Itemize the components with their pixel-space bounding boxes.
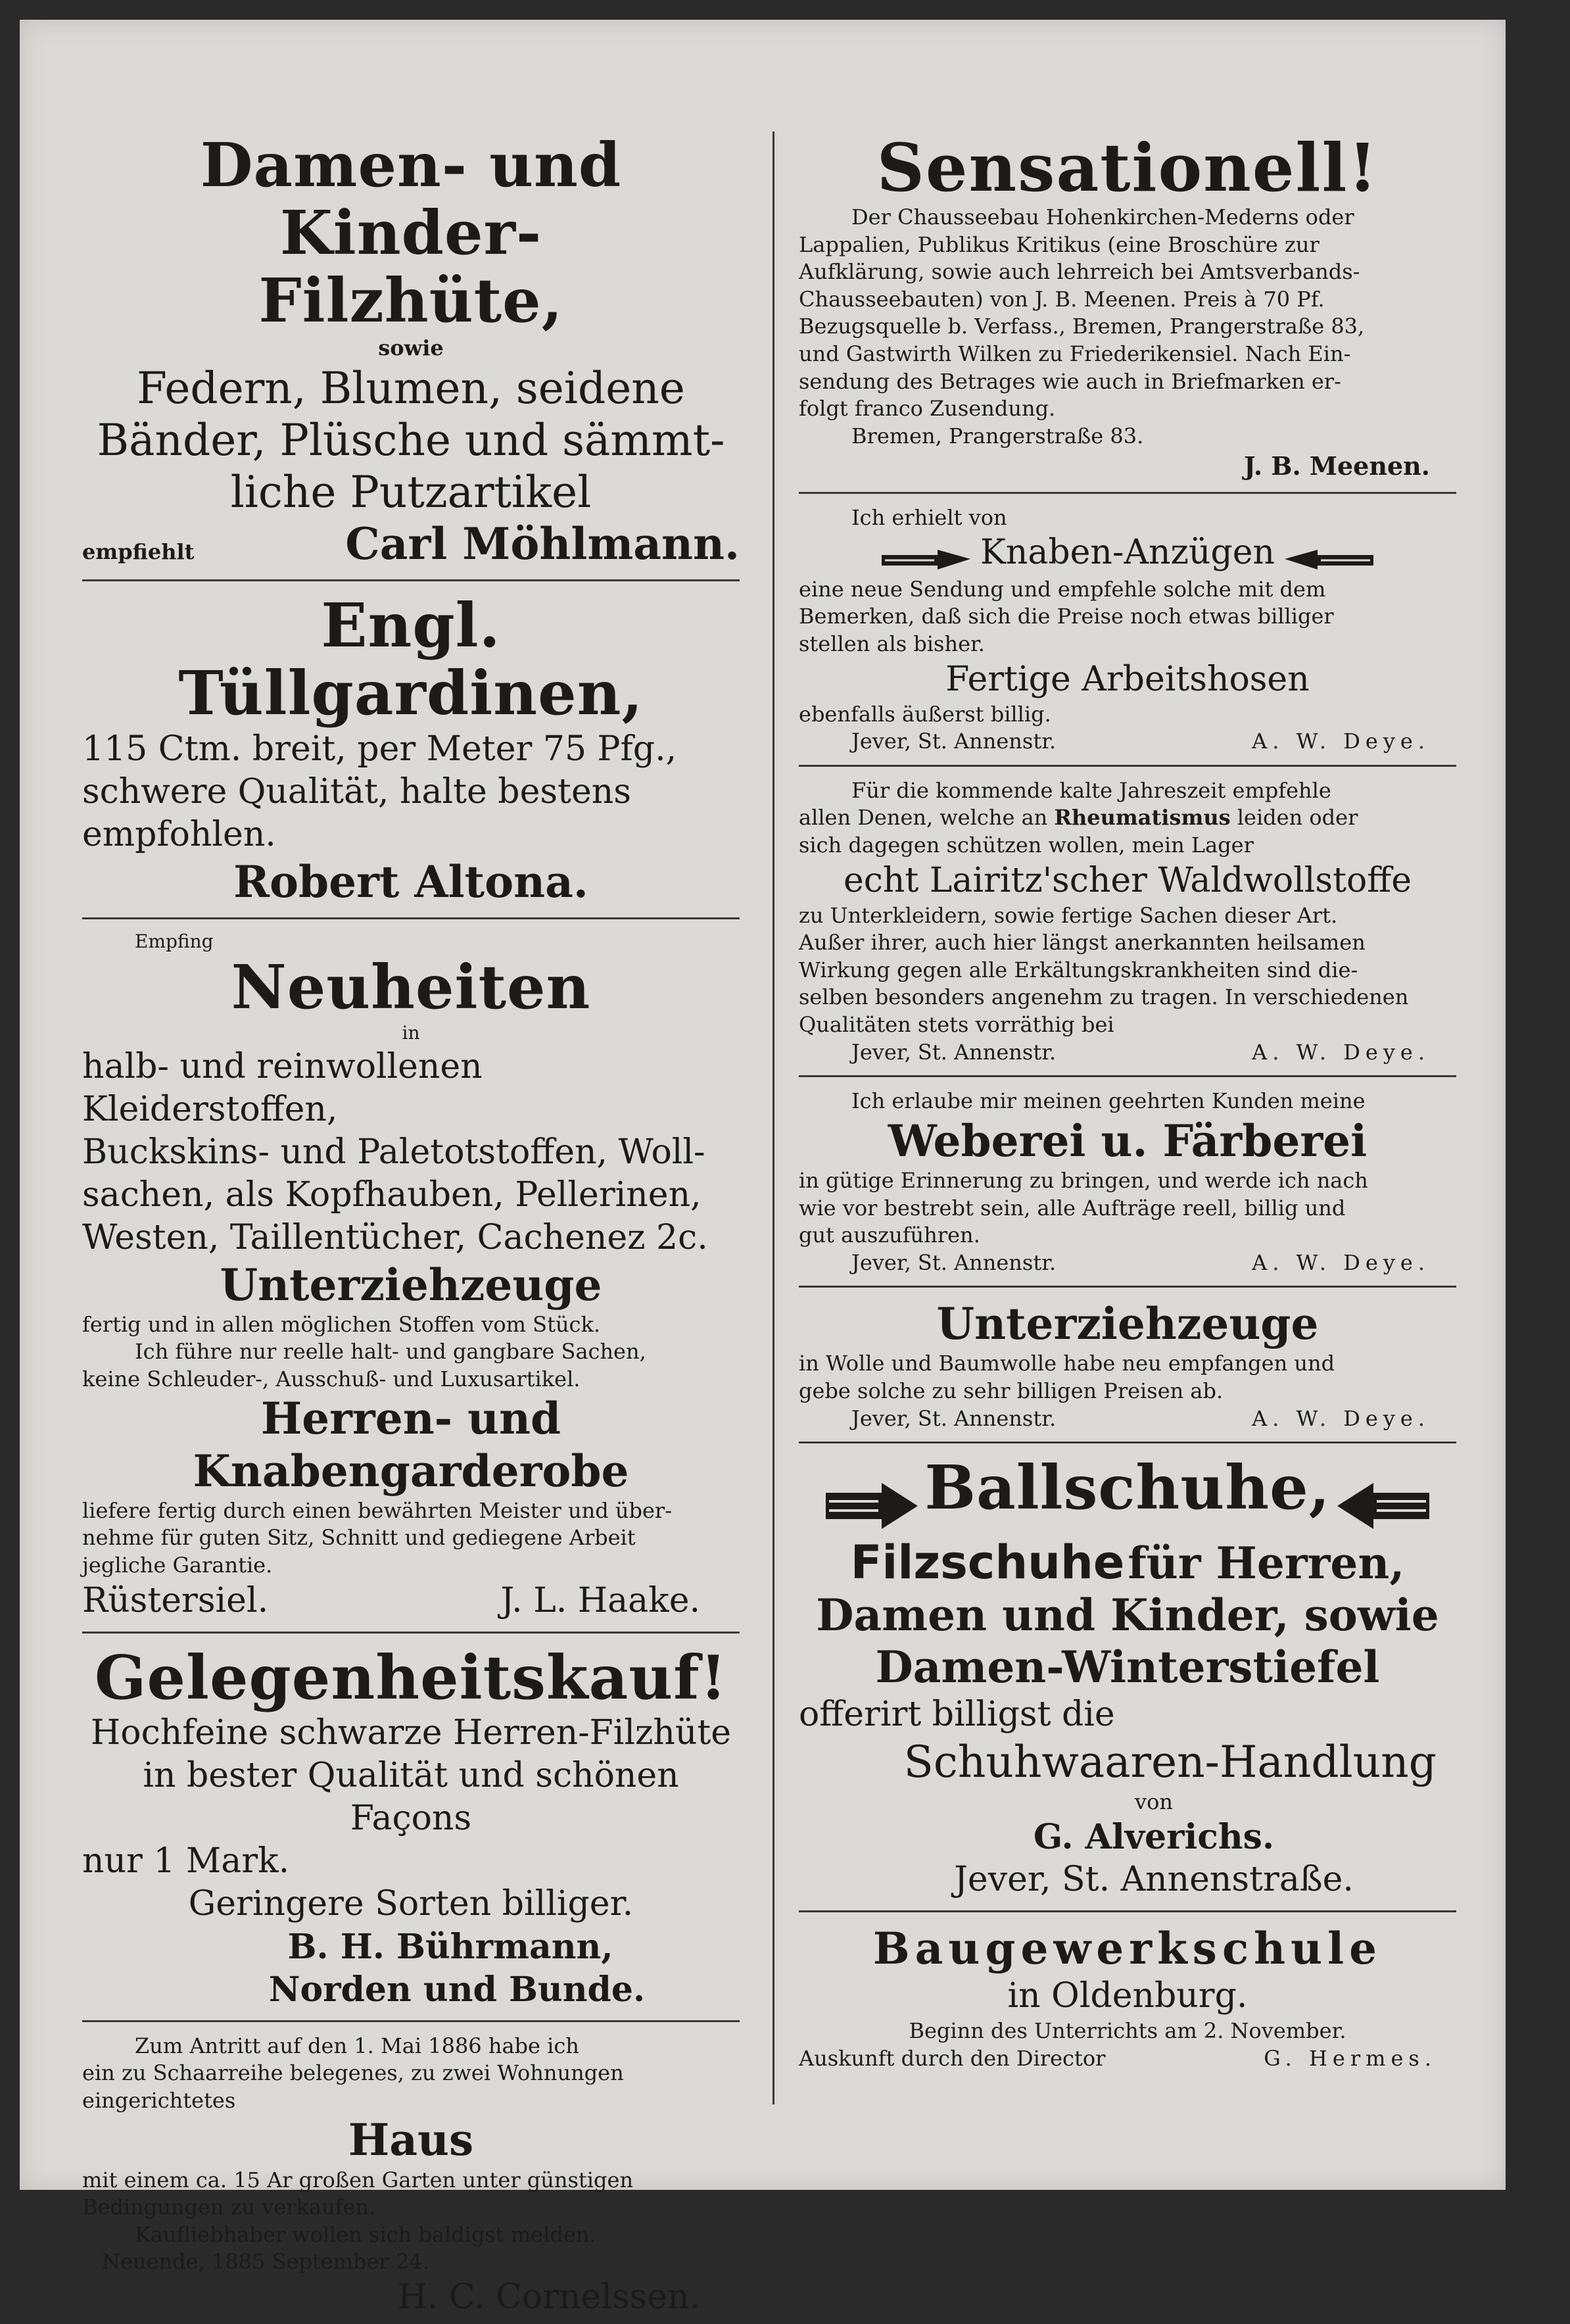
ad-text: ebenfalls äußerst billig. bbox=[799, 701, 1051, 727]
ad-text: Damen-Winterstiefel bbox=[875, 1641, 1380, 1693]
ad-title: Baugewerkschule bbox=[872, 1923, 1383, 1975]
ad-text-emphasis: Rheumatismus bbox=[1054, 805, 1231, 831]
ad-text: Buckskins- und Paletotstoffen, Woll- bbox=[82, 1132, 705, 1172]
left-column bbox=[82, 132, 740, 2324]
advertiser-name: G. Hermes. bbox=[1264, 2045, 1437, 2071]
ad-separator bbox=[82, 2020, 740, 2022]
ad-text: Ich führe nur reelle halt- und gangbare Sachen, bbox=[135, 1339, 646, 1365]
ad-separator bbox=[82, 579, 740, 581]
ad-text: Qualitäten stets vorräthig bei bbox=[799, 1011, 1114, 1037]
ad-text: halb- und reinwollenen Kleiderstoffen, bbox=[82, 1046, 483, 1129]
ad-separator bbox=[82, 917, 740, 919]
ad-signature bbox=[82, 518, 740, 570]
ad-text: ein zu Schaarreihe belegenes, zu zwei Wohnungen bbox=[82, 2060, 624, 2086]
ad-unterziehzeuge bbox=[799, 1298, 1456, 1432]
pointing-hand-right-icon bbox=[822, 1476, 921, 1536]
ad-title: Unterziehzeuge bbox=[936, 1298, 1319, 1350]
ad-title-row bbox=[799, 1454, 1456, 1536]
right-column bbox=[799, 129, 1456, 2077]
ad-text: von bbox=[1135, 1789, 1173, 1814]
ad-text: Für die kommende kalte Jahreszeit empfehle bbox=[851, 777, 1331, 803]
ad-text: Bedingungen zu verkaufen. bbox=[82, 2194, 376, 2220]
ad-text: Schuhwaaren-Handlung bbox=[903, 1737, 1437, 1788]
ad-signature bbox=[799, 728, 1456, 756]
advertiser-name: A. W. Deye. bbox=[1252, 1039, 1430, 1065]
ad-text-part: allen Denen, welche an bbox=[799, 805, 1048, 831]
ad-subtitle: Herren- und Knabengarderobe bbox=[193, 1393, 629, 1497]
ad-text: Geringere Sorten billiger. bbox=[188, 1883, 634, 1924]
ad-text: fertig und in allen möglichen Stoffen vom Stück. bbox=[82, 1311, 601, 1337]
advertiser-name: A. W. Deye. bbox=[1252, 1405, 1430, 1431]
advertiser-name: Robert Altona. bbox=[233, 856, 588, 908]
advertiser-name: J. L. Haake. bbox=[500, 1580, 700, 1620]
ad-text: mit einem ca. 15 Ar großen Garten unter günstigen bbox=[82, 2167, 634, 2192]
ad-text: Damen und Kinder, sowie bbox=[816, 1589, 1439, 1641]
advertiser-name: Carl Möhlmann. bbox=[345, 518, 740, 570]
ad-text: Chausseebauten) von J. B. Meenen. Preis à 70 Pf. bbox=[799, 286, 1325, 312]
ad-separator bbox=[82, 1632, 740, 1634]
ad-text: sachen, als Kopfhauben, Pellerinen, bbox=[82, 1174, 702, 1215]
ad-text: in gütige Erinnerung zu bringen, und werde ich nach bbox=[799, 1167, 1368, 1193]
ad-title-row bbox=[799, 531, 1456, 576]
ad-gelegenheitskauf bbox=[82, 1641, 740, 2011]
ad-text: Ich erhielt von bbox=[851, 504, 1007, 530]
ad-text: in bester Qualität und schönen Façons bbox=[143, 1755, 679, 1838]
ad-signature bbox=[799, 1405, 1456, 1433]
ad-place: Rüstersiel. bbox=[82, 1580, 269, 1620]
ad-title: Filzhüte, bbox=[258, 265, 563, 337]
ad-text-part: leiden oder bbox=[1237, 805, 1358, 831]
ad-text: Der Chausseebau Hohenkirchen-Mederns oder bbox=[851, 205, 1354, 230]
ad-text: Bemerken, daß sich die Preise noch etwas billiger bbox=[799, 604, 1334, 629]
ad-baugewerkschule bbox=[799, 1923, 1456, 2072]
ad-separator bbox=[799, 492, 1456, 494]
ad-text: schwere Qualität, halte bestens empfohlen. bbox=[82, 771, 631, 854]
ad-text: Beginn des Unterrichts am 2. November. bbox=[909, 2018, 1346, 2044]
ad-text: Außer ihrer, auch hier längst anerkannten heilsamen bbox=[799, 930, 1366, 956]
ad-place: Jever, St. Annenstr. bbox=[851, 1249, 1057, 1275]
ad-separator bbox=[799, 1441, 1456, 1443]
ad-separator bbox=[799, 1286, 1456, 1288]
pointing-hand-left-icon bbox=[1278, 546, 1377, 576]
ad-text: liche Putzartikel bbox=[230, 467, 592, 518]
ad-text: liefere fertig durch einen bewährten Meister und über- bbox=[82, 1497, 673, 1523]
ad-date: Neuende, 1885 September 24. bbox=[102, 2249, 429, 2275]
ad-signature bbox=[82, 1580, 740, 1622]
ad-text: Federn, Blumen, seidene bbox=[137, 362, 685, 414]
ad-text: selben besonders angenehm zu tragen. In verschiedenen bbox=[799, 984, 1409, 1010]
ad-place: Jever, St. Annenstraße. bbox=[954, 1860, 1354, 1900]
ad-place: Jever, St. Annenstr. bbox=[851, 1039, 1057, 1065]
advertiser-name: A. W. Deye. bbox=[1252, 729, 1430, 754]
ad-text: nehme für guten Sitz, Schnitt und gediegene Arbeit bbox=[82, 1525, 636, 1551]
ad-title: Haus bbox=[348, 2114, 474, 2166]
newspaper-page bbox=[20, 20, 1506, 2317]
ad-separator bbox=[799, 1910, 1456, 1912]
ad-text: folgt franco Zusendung. bbox=[799, 396, 1056, 422]
ad-text: eine neue Sendung und empfehle solche mit dem bbox=[799, 576, 1326, 602]
ad-title: Engl. Tüllgardinen, bbox=[178, 590, 644, 729]
ad-title: Gelegenheitskauf! bbox=[94, 1641, 728, 1713]
ad-text: gebe solche zu sehr billigen Preisen ab. bbox=[799, 1378, 1224, 1404]
ad-sensationell bbox=[799, 129, 1456, 483]
ad-title: Knaben-Anzügen bbox=[980, 533, 1275, 573]
ad-text: Aufklärung, sowie auch lehrreich bei Amtsverbands- bbox=[799, 259, 1360, 285]
ad-title: Sensationell! bbox=[876, 129, 1379, 206]
ad-text bbox=[799, 804, 1456, 832]
ad-text: Hochfeine schwarze Herren-Filzhüte bbox=[90, 1712, 732, 1753]
ad-text: wie vor bestrebt sein, alle Aufträge reell, billig und bbox=[799, 1195, 1346, 1221]
ad-place: Jever, St. Annenstr. bbox=[851, 729, 1057, 754]
pointing-hand-left-icon bbox=[1334, 1476, 1433, 1536]
ad-text: Bezugsquelle b. Verfass., Bremen, Prangerstraße 83, bbox=[799, 314, 1365, 339]
ad-text: Kaufliebhaber wollen sich baldigst melden. bbox=[135, 2221, 596, 2247]
ad-text: Wirkung gegen alle Erkältungskrankheiten sind die- bbox=[799, 957, 1358, 982]
ad-signature bbox=[799, 2045, 1456, 2073]
ad-subtitle: echt Lairitz'scher Waldwollstoffe bbox=[843, 860, 1412, 900]
ad-text: empfiehlt bbox=[82, 539, 195, 565]
ad-neuheiten bbox=[82, 930, 740, 1622]
ad-text: nur 1 Mark. bbox=[82, 1841, 290, 1881]
ad-place: Norden und Bunde. bbox=[268, 1969, 646, 2010]
ad-subtitle: Unterziehzeuge bbox=[220, 1259, 602, 1311]
ad-text: Bänder, Plüsche und sämmt- bbox=[97, 414, 725, 466]
ad-text: in bbox=[402, 1022, 420, 1044]
ad-title: Ballschuhe, bbox=[924, 1452, 1331, 1524]
ad-text: zu Unterkleidern, sowie fertige Sachen dieser Art. bbox=[799, 902, 1338, 928]
ad-text: sich dagegen schützen wollen, mein Lager bbox=[799, 832, 1254, 858]
ad-text: und Gastwirth Wilken zu Friederikensiel. Nach Ein- bbox=[799, 341, 1351, 366]
ad-tuellgardinen bbox=[82, 592, 740, 908]
ad-text: jegliche Garantie. bbox=[82, 1553, 273, 1578]
ad-subtitle: Fertige Arbeitshosen bbox=[945, 659, 1310, 699]
ad-separator bbox=[799, 1075, 1456, 1077]
ad-text: Empfing bbox=[135, 930, 214, 952]
advertiser-name: A. W. Deye. bbox=[1252, 1249, 1430, 1275]
ad-text bbox=[799, 1536, 1456, 1589]
ad-text: 115 Ctm. breit, per Meter 75 Pfg., bbox=[82, 729, 677, 769]
ad-text: stellen als bisher. bbox=[799, 631, 985, 657]
ad-haus bbox=[82, 2033, 740, 2319]
ad-text: sendung des Betrages wie auch in Briefmarken er- bbox=[799, 368, 1341, 394]
ad-text: in Oldenburg. bbox=[1007, 1976, 1248, 2016]
ad-text: offerirt billigst die bbox=[799, 1695, 1115, 1735]
ad-text: Ich erlaube mir meinen geehrten Kunden meine bbox=[851, 1088, 1366, 1114]
advertiser-name: G. Alverichs. bbox=[1033, 1817, 1275, 1858]
ad-knaben-anzuege bbox=[799, 504, 1456, 756]
ad-text: in Wolle und Baumwolle habe neu empfangen und bbox=[799, 1351, 1335, 1376]
pointing-hand-right-icon bbox=[878, 546, 977, 576]
ad-title: Neuheiten bbox=[231, 952, 591, 1023]
ad-title: Damen- und Kinder- bbox=[200, 130, 622, 269]
ad-text: keine Schleuder-, Ausschuß- und Luxusartikel. bbox=[82, 1366, 581, 1392]
ad-weberei bbox=[799, 1088, 1456, 1276]
ad-filzhuete bbox=[82, 132, 740, 570]
ad-text: gut auszuführen. bbox=[799, 1223, 980, 1248]
ad-separator bbox=[799, 765, 1456, 767]
ad-text: Zum Antritt auf den 1. Mai 1886 habe ich bbox=[135, 2033, 579, 2058]
ad-text: Lappalien, Publikus Kritikus (eine Broschüre zur bbox=[799, 231, 1320, 257]
advertiser-name: H. C. Cornelssen. bbox=[397, 2277, 700, 2317]
ad-text-emphasis: Filzschuhe bbox=[850, 1535, 1125, 1589]
ad-text: Westen, Taillentücher, Cachenez 2c. bbox=[82, 1217, 708, 1257]
ad-place: Bremen, Prangerstraße 83. bbox=[851, 423, 1144, 448]
ad-title: Weberei u. Färberei bbox=[888, 1115, 1368, 1167]
ad-signature bbox=[799, 1039, 1456, 1067]
ad-text: sowie bbox=[378, 335, 444, 361]
advertiser-name: J. B. Meenen. bbox=[1243, 451, 1430, 481]
ad-signature bbox=[799, 1249, 1456, 1277]
ad-text-part: für Herren, bbox=[1128, 1537, 1405, 1589]
ad-waldwollstoffe bbox=[799, 777, 1456, 1066]
ad-text: eingerichtetes bbox=[82, 2087, 236, 2113]
advertiser-name: B. H. Bührmann, bbox=[287, 1926, 613, 1967]
ad-ballschuhe bbox=[799, 1454, 1456, 1901]
ad-text: Auskunft durch den Director bbox=[799, 2045, 1106, 2071]
column-divider bbox=[773, 132, 774, 2104]
ad-place: Jever, St. Annenstr. bbox=[851, 1405, 1057, 1431]
